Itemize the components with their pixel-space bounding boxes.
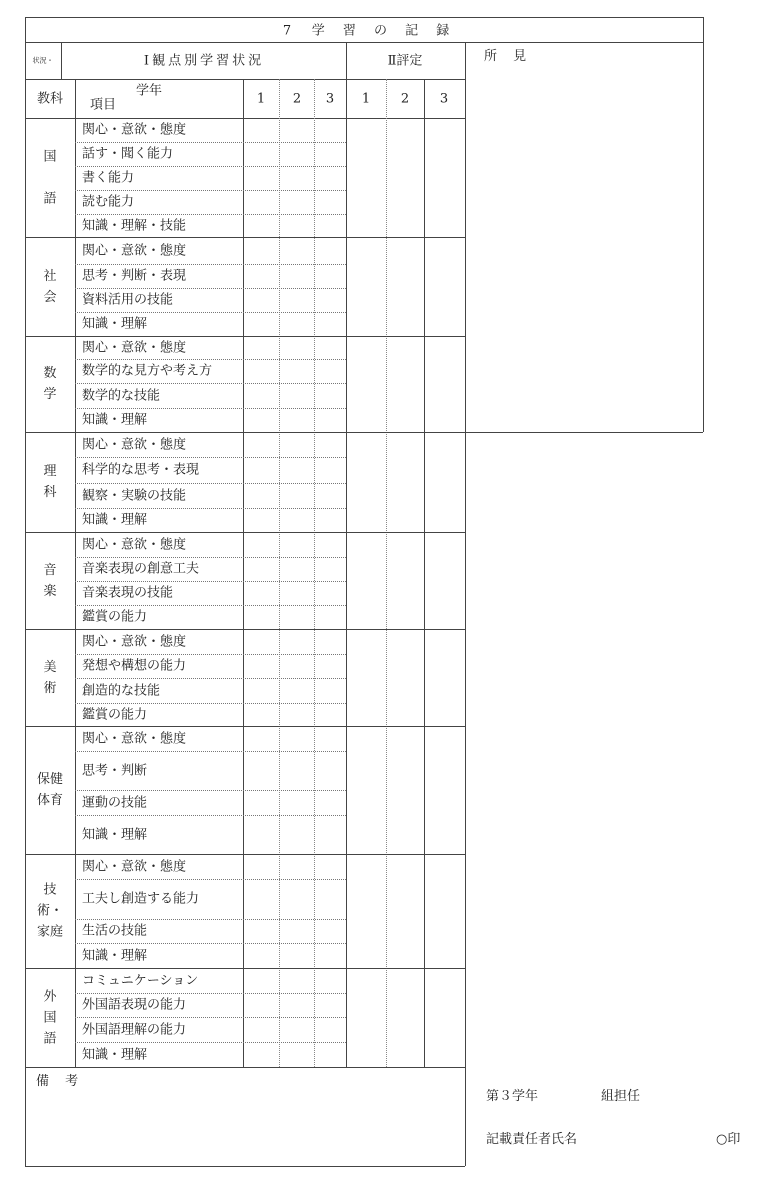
criterion-label: 科学的な思考・表現: [82, 462, 200, 478]
criterion-label: 関心・意欲・態度: [82, 731, 187, 746]
subject-name: 国 語: [43, 149, 57, 206]
subject-name: 音 楽: [43, 562, 57, 599]
subject-divider: [25, 1067, 465, 1068]
kyouka-header: 教科: [36, 91, 64, 107]
gakunen-header: 学年: [135, 83, 163, 99]
criterion-label: 知識・理解: [82, 512, 148, 528]
criterion-label: 鑑賞の能力: [82, 707, 148, 722]
criterion-label: 関心・意欲・態度: [82, 634, 187, 649]
criterion-label: 書く能力: [82, 170, 135, 186]
grade-label: 第３学年: [486, 1089, 539, 1104]
item-divider: [75, 703, 346, 704]
subject-divider: [25, 532, 465, 533]
criterion-label: 知識・理解・技能: [82, 218, 187, 233]
corner-note: 状況・: [32, 56, 54, 65]
criterion-label: 読む能力: [82, 194, 135, 210]
criterion-label: 知識・理解: [82, 948, 148, 963]
criterion-label: 観察・実験の技能: [82, 488, 187, 503]
item-divider: [75, 359, 346, 360]
item-divider: [75, 1042, 346, 1043]
item-divider: [75, 214, 346, 215]
year-col-2-kanten: 2: [292, 91, 302, 107]
criterion-label: 鑑賞の能力: [82, 609, 148, 625]
criterion-label: 知識・理解: [82, 827, 148, 842]
signer-label: 記載責任者氏名: [486, 1132, 578, 1147]
criterion-label: 関心・意欲・態度: [82, 340, 187, 355]
criterion-label: 資料活用の技能: [82, 292, 174, 308]
item-divider: [75, 483, 346, 484]
item-divider: [75, 408, 346, 409]
subject-name: 数 学: [43, 366, 57, 402]
item-divider: [75, 312, 346, 313]
subject-name: 保健 体育: [36, 772, 63, 808]
criterion-label: 思考・判断・表現: [82, 268, 187, 284]
criterion-label: 外国語理解の能力: [82, 1022, 187, 1037]
criterion-label: 工夫し創造する能力: [82, 891, 200, 907]
item-divider: [75, 919, 346, 920]
year-col-1-kanten: 1: [256, 91, 266, 107]
item-divider: [75, 508, 346, 509]
criterion-label: 生活の技能: [82, 923, 148, 939]
item-divider: [75, 264, 346, 265]
subject-divider: [25, 854, 465, 855]
criterion-label: 関心・意欲・態度: [82, 437, 187, 452]
item-divider: [75, 879, 346, 880]
item-divider: [75, 383, 346, 384]
criterion-label: 話す・聞く能力: [82, 146, 174, 162]
criterion-label: 知識・理解: [82, 412, 148, 428]
criterion-label: 創造的な技能: [82, 683, 161, 698]
criterion-label: 運動の技能: [82, 795, 148, 810]
item-divider: [75, 557, 346, 558]
criterion-label: 数学的な技能: [82, 388, 161, 403]
criterion-label: 数学的な見方や考え方: [82, 363, 213, 379]
item-divider: [75, 142, 346, 143]
item-divider: [75, 457, 346, 458]
item-divider: [75, 790, 346, 791]
item-divider: [75, 166, 346, 167]
criterion-label: 知識・理解: [82, 1047, 148, 1062]
subject-name: 外 国 語: [43, 989, 57, 1046]
criterion-label: 音楽表現の創意工夫: [82, 561, 200, 577]
kumi-tannin-label: 組担任: [601, 1089, 641, 1104]
year-col-1-hyoutei: 1: [361, 91, 371, 107]
criterion-label: 音楽表現の技能: [82, 585, 174, 601]
page-title: 学 習 の 記 録: [311, 23, 457, 39]
criterion-label: 発想や構想の能力: [82, 658, 187, 674]
item-divider: [75, 993, 346, 994]
criterion-label: 関心・意欲・態度: [82, 122, 187, 138]
item-divider: [75, 581, 346, 582]
subject-divider: [25, 237, 465, 238]
criterion-label: 関心・意欲・態度: [82, 859, 187, 874]
year-col-2-hyoutei: 2: [400, 91, 410, 107]
criterion-label: 外国語表現の能力: [82, 997, 187, 1013]
item-divider: [75, 815, 346, 816]
subject-divider: [25, 726, 465, 727]
subject-divider: [25, 968, 465, 969]
subject-divider: [25, 432, 465, 433]
item-divider: [75, 751, 346, 752]
subject-name: 美 術: [43, 659, 57, 696]
item-divider: [75, 190, 346, 191]
shoken-label: 所 見: [484, 49, 533, 64]
section-kanten-label: Ⅰ観点別学習状況: [143, 53, 265, 69]
item-divider: [75, 288, 346, 289]
subject-divider: [25, 336, 465, 337]
bikou-label: 備 考: [36, 1074, 85, 1089]
criterion-label: 関心・意欲・態度: [82, 537, 187, 552]
criterion-label: 関心・意欲・態度: [82, 243, 187, 258]
subject-name: 理 科: [43, 464, 57, 500]
criterion-label: 思考・判断: [82, 763, 148, 778]
year-col-3-hyoutei: 3: [439, 91, 449, 107]
koumoku-header: 項目: [89, 97, 117, 113]
item-divider: [75, 605, 346, 606]
year-col-3-kanten: 3: [325, 91, 335, 107]
section-hyoutei-label: Ⅱ評定: [387, 53, 423, 69]
item-divider: [75, 678, 346, 679]
item-divider: [75, 654, 346, 655]
record-number: 7: [282, 23, 292, 39]
item-divider: [75, 943, 346, 944]
criterion-label: コミュニケーション: [82, 973, 199, 988]
subject-divider: [25, 629, 465, 630]
stamp-mark: ○印: [716, 1132, 741, 1147]
subject-name: 技 術・ 家庭: [36, 882, 63, 940]
subject-name: 社 会: [43, 268, 57, 305]
criterion-label: 知識・理解: [82, 316, 148, 332]
item-divider: [75, 1017, 346, 1018]
